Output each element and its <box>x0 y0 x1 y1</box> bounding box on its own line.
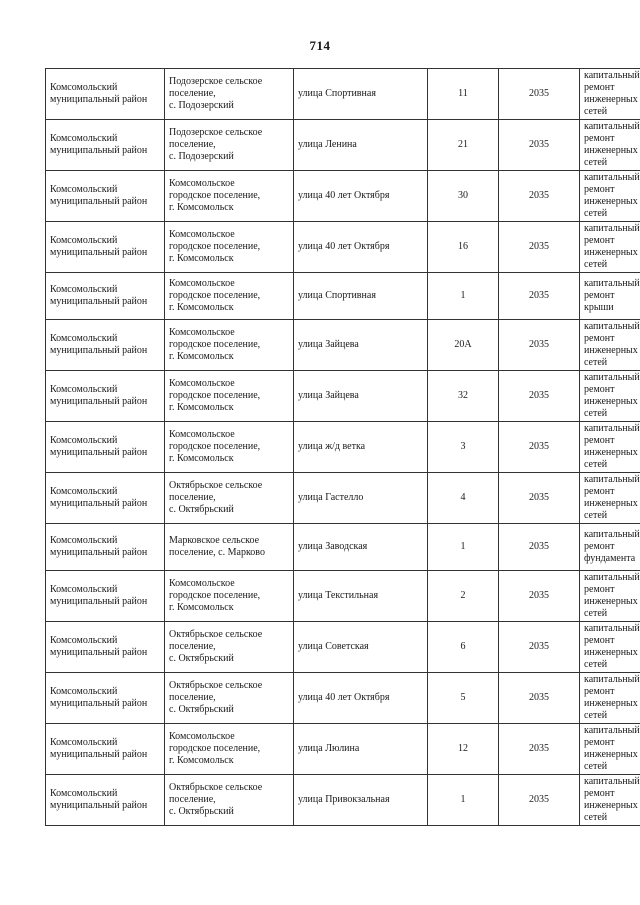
work-type-cell: капитальный ремонт инженерных сетей <box>580 222 640 273</box>
work-type-cell: капитальный ремонт инженерных сетей <box>580 69 640 120</box>
settlement-cell: Комсомольское городское поселение, г. Комсомольск <box>165 371 294 422</box>
table-row <box>46 69 640 120</box>
house-number-cell: 3 <box>428 422 499 473</box>
work-type-cell: капитальный ремонт крыши <box>580 273 640 320</box>
settlement-cell: Подозерское сельское поселение, с. Подозерский <box>165 69 294 120</box>
table-row <box>46 673 640 724</box>
district-cell: Комсомольский муниципальный район <box>46 724 165 775</box>
table-row <box>46 273 640 320</box>
house-number-cell: 32 <box>428 371 499 422</box>
settlement-cell: Комсомольское городское поселение, г. Комсомольск <box>165 273 294 320</box>
work-type-cell: капитальный ремонт инженерных сетей <box>580 120 640 171</box>
house-number-cell: 16 <box>428 222 499 273</box>
street-cell: улица Советская <box>294 622 428 673</box>
table-row <box>46 524 640 571</box>
house-number-cell: 4 <box>428 473 499 524</box>
house-number-cell: 6 <box>428 622 499 673</box>
settlement-cell: Октябрьское сельское поселение, с. Октябрьский <box>165 473 294 524</box>
table-row <box>46 622 640 673</box>
table-row <box>46 775 640 826</box>
table-row <box>46 724 640 775</box>
house-number-cell: 1 <box>428 775 499 826</box>
street-cell: улица Заводская <box>294 524 428 571</box>
work-type-cell: капитальный ремонт инженерных сетей <box>580 775 640 826</box>
street-cell: улица Спортивная <box>294 273 428 320</box>
house-number-cell: 2 <box>428 571 499 622</box>
work-type-cell: капитальный ремонт инженерных сетей <box>580 171 640 222</box>
year-cell: 2035 <box>499 320 580 371</box>
street-cell: улица 40 лет Октября <box>294 222 428 273</box>
district-cell: Комсомольский муниципальный район <box>46 673 165 724</box>
table-row <box>46 571 640 622</box>
work-type-cell: капитальный ремонт инженерных сетей <box>580 473 640 524</box>
house-number-cell: 12 <box>428 724 499 775</box>
street-cell: улица Спортивная <box>294 69 428 120</box>
settlement-cell: Подозерское сельское поселение, с. Подозерский <box>165 120 294 171</box>
settlement-cell: Марковское сельское поселение, с. Марково <box>165 524 294 571</box>
year-cell: 2035 <box>499 222 580 273</box>
street-cell: улица ж/д ветка <box>294 422 428 473</box>
work-type-cell: капитальный ремонт инженерных сетей <box>580 371 640 422</box>
year-cell: 2035 <box>499 473 580 524</box>
work-type-cell: капитальный ремонт инженерных сетей <box>580 673 640 724</box>
street-cell: улица Привокзальная <box>294 775 428 826</box>
year-cell: 2035 <box>499 724 580 775</box>
district-cell: Комсомольский муниципальный район <box>46 571 165 622</box>
settlement-cell: Комсомольское городское поселение, г. Комсомольск <box>165 724 294 775</box>
work-type-cell: капитальный ремонт инженерных сетей <box>580 422 640 473</box>
work-type-cell: капитальный ремонт инженерных сетей <box>580 571 640 622</box>
house-number-cell: 1 <box>428 524 499 571</box>
table-row <box>46 171 640 222</box>
street-cell: улица 40 лет Октября <box>294 673 428 724</box>
house-number-cell: 21 <box>428 120 499 171</box>
year-cell: 2035 <box>499 524 580 571</box>
street-cell: улица Ленина <box>294 120 428 171</box>
year-cell: 2035 <box>499 371 580 422</box>
year-cell: 2035 <box>499 273 580 320</box>
district-cell: Комсомольский муниципальный район <box>46 120 165 171</box>
settlement-cell: Комсомольское городское поселение, г. Комсомольск <box>165 422 294 473</box>
housing-repair-table <box>45 68 640 826</box>
work-type-cell: капитальный ремонт фундамента <box>580 524 640 571</box>
year-cell: 2035 <box>499 171 580 222</box>
work-type-cell: капитальный ремонт инженерных сетей <box>580 724 640 775</box>
table-row <box>46 222 640 273</box>
settlement-cell: Октябрьское сельское поселение, с. Октябрьский <box>165 673 294 724</box>
settlement-cell: Комсомольское городское поселение, г. Комсомольск <box>165 171 294 222</box>
settlement-cell: Октябрьское сельское поселение, с. Октябрьский <box>165 622 294 673</box>
street-cell: улица Люлина <box>294 724 428 775</box>
district-cell: Комсомольский муниципальный район <box>46 775 165 826</box>
table-body <box>46 69 640 826</box>
district-cell: Комсомольский муниципальный район <box>46 622 165 673</box>
street-cell: улица Зайцева <box>294 320 428 371</box>
house-number-cell: 11 <box>428 69 499 120</box>
district-cell: Комсомольский муниципальный район <box>46 422 165 473</box>
work-type-cell: капитальный ремонт инженерных сетей <box>580 622 640 673</box>
year-cell: 2035 <box>499 422 580 473</box>
work-type-cell: капитальный ремонт инженерных сетей <box>580 320 640 371</box>
district-cell: Комсомольский муниципальный район <box>46 273 165 320</box>
year-cell: 2035 <box>499 775 580 826</box>
district-cell: Комсомольский муниципальный район <box>46 69 165 120</box>
street-cell: улица 40 лет Октября <box>294 171 428 222</box>
year-cell: 2035 <box>499 622 580 673</box>
house-number-cell: 5 <box>428 673 499 724</box>
table-row <box>46 320 640 371</box>
street-cell: улица Текстильная <box>294 571 428 622</box>
settlement-cell: Комсомольское городское поселение, г. Комсомольск <box>165 571 294 622</box>
year-cell: 2035 <box>499 571 580 622</box>
district-cell: Комсомольский муниципальный район <box>46 222 165 273</box>
table-row <box>46 473 640 524</box>
district-cell: Комсомольский муниципальный район <box>46 473 165 524</box>
page-number: 714 <box>309 38 331 53</box>
settlement-cell: Комсомольское городское поселение, г. Комсомольск <box>165 222 294 273</box>
year-cell: 2035 <box>499 120 580 171</box>
house-number-cell: 30 <box>428 171 499 222</box>
settlement-cell: Комсомольское городское поселение, г. Комсомольск <box>165 320 294 371</box>
street-cell: улица Гастелло <box>294 473 428 524</box>
street-cell: улица Зайцева <box>294 371 428 422</box>
district-cell: Комсомольский муниципальный район <box>46 371 165 422</box>
district-cell: Комсомольский муниципальный район <box>46 320 165 371</box>
district-cell: Комсомольский муниципальный район <box>46 171 165 222</box>
settlement-cell: Октябрьское сельское поселение, с. Октябрьский <box>165 775 294 826</box>
house-number-cell: 1 <box>428 273 499 320</box>
table-row <box>46 120 640 171</box>
year-cell: 2035 <box>499 69 580 120</box>
district-cell: Комсомольский муниципальный район <box>46 524 165 571</box>
table-row <box>46 422 640 473</box>
house-number-cell: 20А <box>428 320 499 371</box>
year-cell: 2035 <box>499 673 580 724</box>
table-row <box>46 371 640 422</box>
